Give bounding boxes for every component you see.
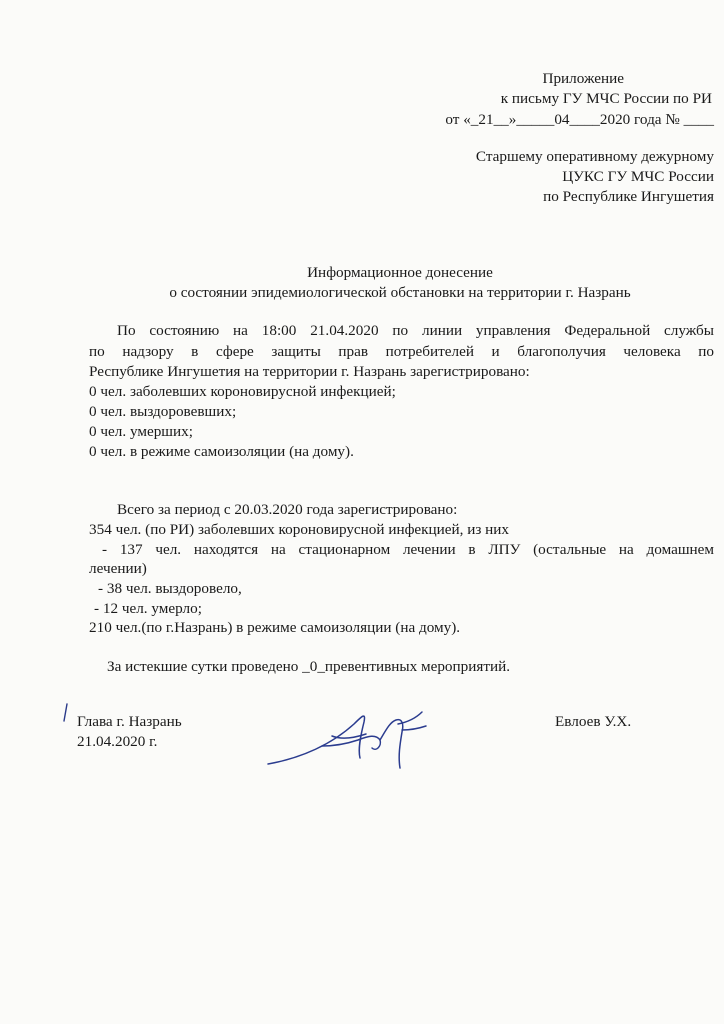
addressee-line-1: Старшему оперативному дежурному	[475, 148, 714, 165]
letter-date-number: от «_21__»_____04____2020 года № ____	[445, 111, 714, 128]
appendix-label: Приложение	[542, 70, 624, 87]
daily-item: 0 чел. умерших;	[89, 423, 193, 440]
period-heading: Всего за период с 20.03.2020 года зарегистрировано:	[117, 501, 458, 518]
signature-date: 21.04.2020 г.	[77, 733, 158, 750]
signer-position: Глава г. Назрань	[77, 713, 182, 730]
letter-reference: к письму ГУ МЧС России по РИ	[500, 90, 712, 107]
daily-item: 0 чел. заболевших короновирусной инфекцией;	[89, 383, 396, 400]
period-isolation: 210 чел.(по г.Назрань) в режиме самоизоляции (на дому).	[89, 619, 461, 636]
measures-line: За истекшие сутки проведено _0_превентивных мероприятий.	[107, 658, 511, 675]
period-recovered: - 38 чел. выздоровело,	[98, 580, 242, 597]
intro-line-1: По состоянию на 18:00 21.04.2020 по линии управления Федеральной службы	[117, 322, 714, 339]
intro-line-2: по надзору в сфере защиты прав потребителей и благополучия человека по	[89, 343, 714, 360]
intro-line-3: Республике Ингушетия на территории г. Назрань зарегистрировано:	[89, 363, 530, 380]
pen-tick-mark	[60, 702, 70, 724]
daily-item: 0 чел. выздоровевших;	[89, 403, 237, 420]
period-hospital-line-1: - 137 чел. находятся на стационарном лечении в ЛПУ (остальные на домашнем	[102, 541, 714, 558]
handwritten-signature	[262, 700, 432, 772]
addressee-line-2: ЦУКС ГУ МЧС России	[562, 168, 714, 185]
document-title: Информационное донесение	[307, 264, 493, 281]
signer-name: Евлоев У.Х.	[555, 713, 632, 730]
period-hospital-line-2: лечении)	[89, 560, 147, 577]
period-died: - 12 чел. умерло;	[94, 600, 202, 617]
document-subtitle: о состоянии эпидемиологической обстановки на территории г. Назрань	[169, 284, 631, 301]
addressee-line-3: по Республике Ингушетия	[543, 188, 714, 205]
daily-item: 0 чел. в режиме самоизоляции (на дому).	[89, 443, 354, 460]
period-total: 354 чел. (по РИ) заболевших короновирусной инфекцией, из них	[89, 521, 510, 538]
